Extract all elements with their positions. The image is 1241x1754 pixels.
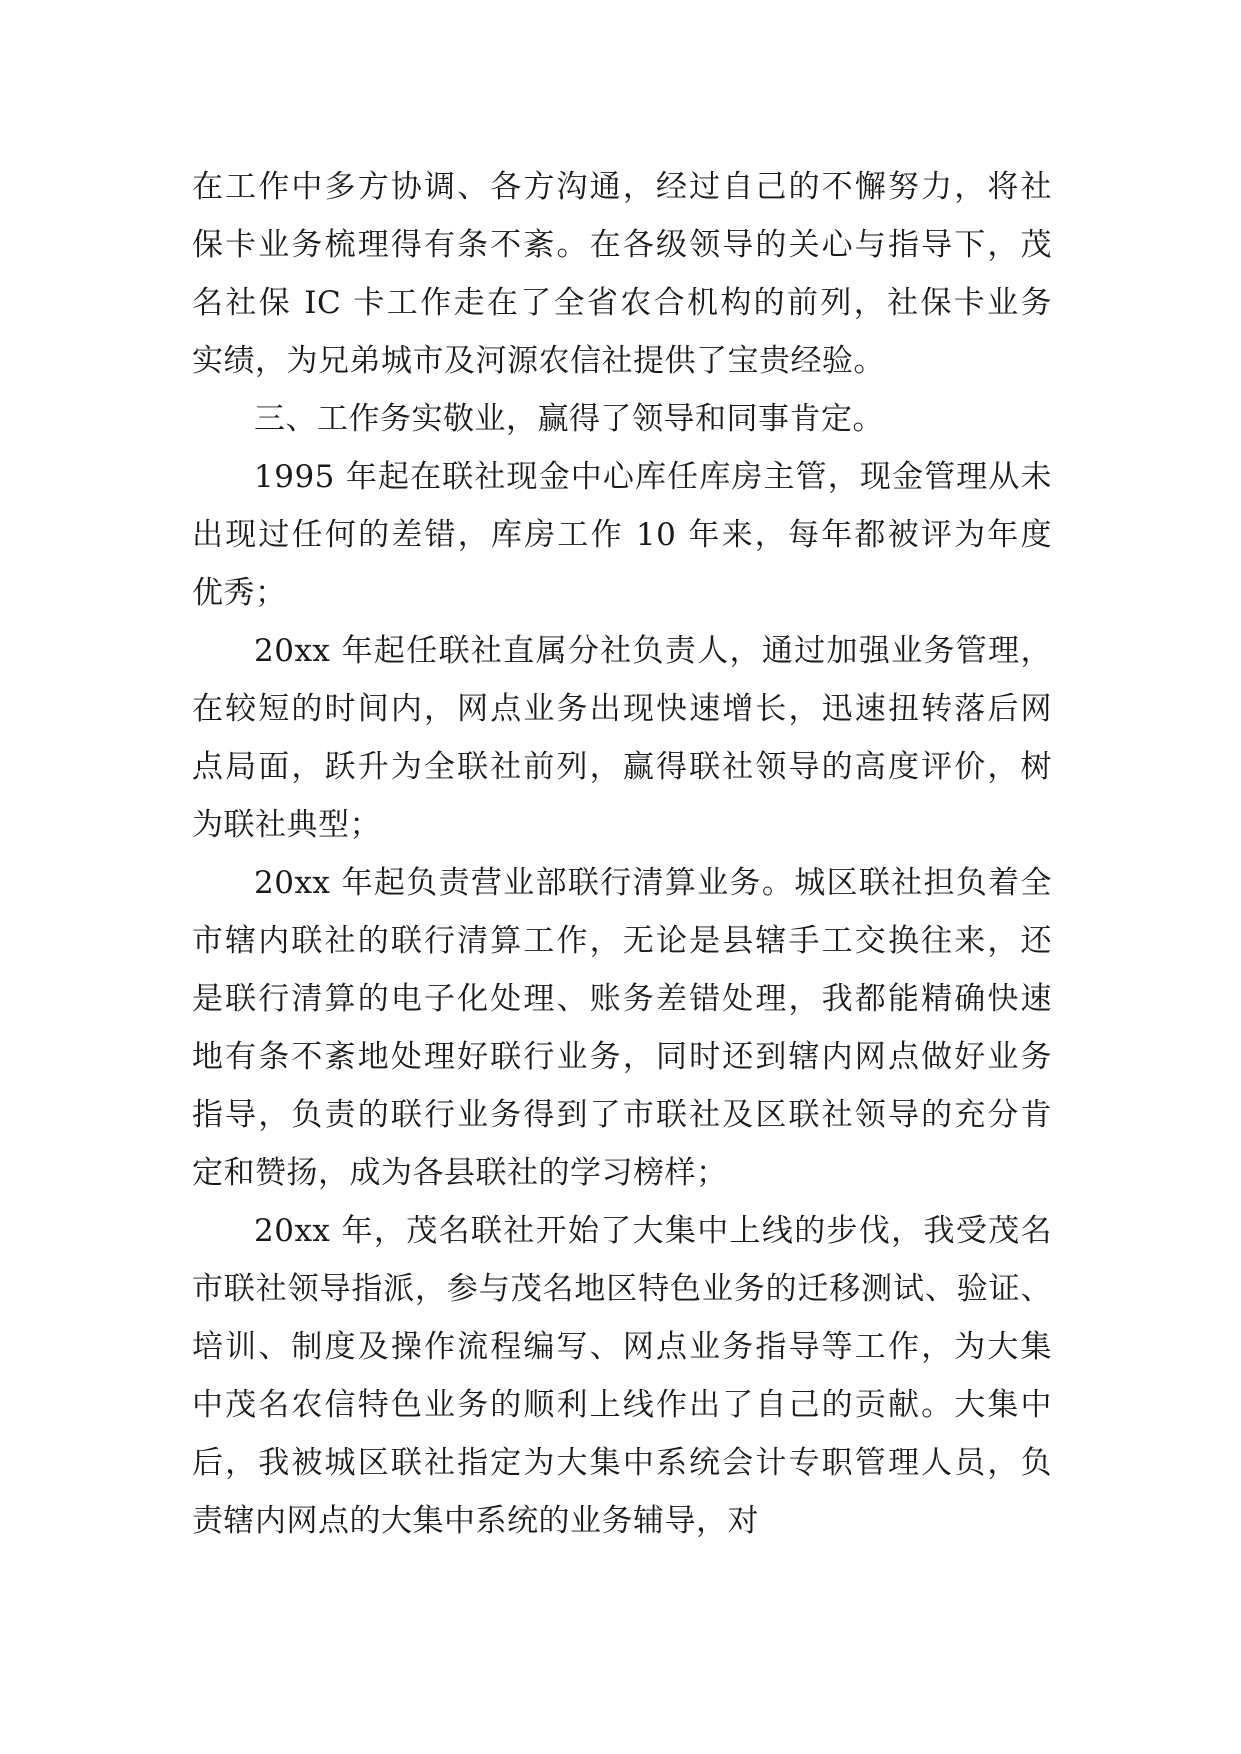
text-line: 优秀；: [192, 575, 287, 611]
text-line: 是联行清算的电子化处理、账务差错处理，我都能精确快速: [192, 981, 1052, 1017]
text-line: 后，我被城区联社指定为大集中系统会计专职管理人员，负: [192, 1445, 1052, 1481]
paragraph-centralization: [192, 1202, 1052, 1550]
text-line: 出现过任何的差错，库房工作 10 年来，每年都被评为年度: [192, 517, 1052, 553]
text-line: 在较短的时间内，网点业务出现快速增长，迅速扭转落后网: [192, 691, 1052, 727]
text-line: 为联社典型；: [192, 807, 381, 843]
text-line: 市联社领导指派，参与茂名地区特色业务的迁移测试、验证、: [192, 1271, 1052, 1307]
text-line: 中茂名农信特色业务的顺利上线作出了自己的贡献。大集中: [192, 1387, 1052, 1423]
text-line: 20xx 年起负责营业部联行清算业务。城区联社担负着全: [254, 865, 1052, 901]
text-line: 实绩，为兄弟城市及河源农信社提供了宝贵经验。: [192, 343, 885, 379]
paragraph-clearing: [192, 854, 1052, 1202]
text-line: 培训、制度及操作流程编写、网点业务指导等工作，为大集: [192, 1329, 1052, 1365]
document-page: [192, 158, 1052, 1550]
text-line: 名社保 IC 卡工作走在了全省农合机构的前列，社保卡业务: [192, 285, 1052, 321]
heading-line: 三、工作务实敬业，赢得了领导和同事肯定。: [254, 401, 884, 437]
text-line: 在工作中多方协调、各方沟通，经过自己的不懈努力，将社: [192, 169, 1052, 205]
text-line: 20xx 年起任联社直属分社负责人，通过加强业务管理，: [254, 633, 1052, 669]
text-line: 20xx 年，茂名联社开始了大集中上线的步伐，我受茂名: [254, 1213, 1052, 1249]
text-line: 保卡业务梳理得有条不紊。在各级领导的关心与指导下，茂: [192, 227, 1052, 263]
text-line: 定和赞扬，成为各县联社的学习榜样；: [192, 1155, 728, 1191]
text-line: 市辖内联社的联行清算工作，无论是县辖手工交换往来，还: [192, 923, 1052, 959]
text-line: 地有条不紊地处理好联行业务，同时还到辖内网点做好业务: [192, 1039, 1052, 1075]
text-line: 责辖内网点的大集中系统的业务辅导，对: [192, 1503, 759, 1539]
paragraph-branch-head: [192, 622, 1052, 854]
section-heading-3: [192, 390, 1052, 448]
text-line: 点局面，跃升为全联社前列，赢得联社领导的高度评价，树: [192, 749, 1052, 785]
paragraph-1: [192, 158, 1052, 390]
paragraph-1995: [192, 448, 1052, 622]
text-line: 指导，负责的联行业务得到了市联社及区联社领导的充分肯: [192, 1097, 1052, 1133]
text-line: 1995 年起在联社现金中心库任库房主管，现金管理从未: [254, 459, 1052, 495]
